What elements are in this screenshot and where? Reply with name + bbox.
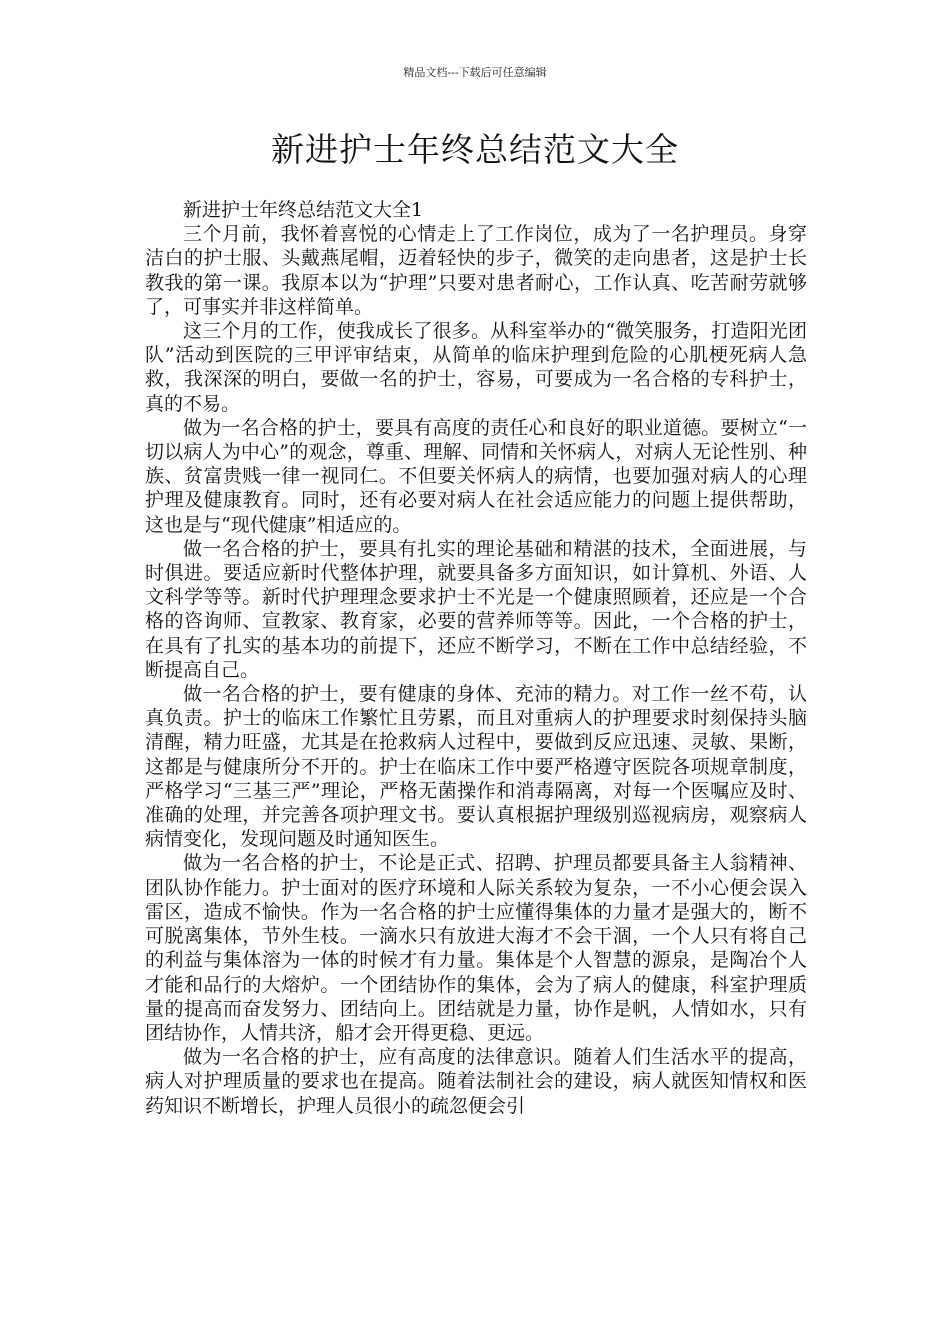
paragraph: 做一名合格的护士，要具有扎实的理论基础和精湛的技术，全面进展，与时俱进。要适应新时代整体护理，就要具备多方面知识，如计算机、外语、人文科学等等。新时代护理理念要求护士不光是一个健康照顾着，还应是一个合格的咨询师、宣教家、教育家，必要的营养师等等。因此，一个合格的护士，在具有了扎实的基本功的前提下，还应不断学习，不断在工作中总结经验，不断提高自己。 xyxy=(145,537,807,681)
paragraph: 做为一名合格的护士，不论是正式、招聘、护理员都要具备主人翁精神、团队协作能力。护士面对的医疗环境和人际关系较为复杂，一不小心便会误入雷区，造成不愉快。作为一名合格的护士应懂得集体的力量才是强大的，断不可脱离集体，节外生枝。一滴水只有放进大海才不会干涸，一个人只有将自己的利益与集体溶为一体的时候才有力量。集体是个人智慧的源泉，是陶冶个人才能和品行的大熔炉。一个团结协作的集体，会为了病人的健康，科室护理质量的提高而奋发努力、团结向上。团结就是力量，协作是帆，人情如水，只有团结协作，人情共济，船才会开得更稳、更远。 xyxy=(145,852,807,1044)
section-heading: 新进护士年终总结范文大全1 xyxy=(183,199,424,221)
paragraph: 做一名合格的护士，要有健康的身体、充沛的精力。对工作一丝不苟，认真负责。护士的临床工作繁忙且劳累，而且对重病人的护理要求时刻保持头脑清醒，精力旺盛，尤其是在抢救病人过程中，要做到反应迅速、灵敏、果断，这都是与健康所分不开的。护士在临床工作中要严格遵守医院各项规章制度，严格学习“三基三严”理论，严格无菌操作和消毒隔离，对每一个医嘱应及时、准确的处理，并完善各项护理文书。要认真根据护理级别巡视病房，观察病人病情变化，发现问题及时通知医生。 xyxy=(145,683,807,851)
paragraph: 做为一名合格的护士，要具有高度的责任心和良好的职业道德。要树立“一切以病人为中心”的观念，尊重、理解、同情和关怀病人，对病人无论性别、种族、贫富贵贱一律一视同仁。不但要关怀病人的病情，也要加强对病人的心理护理及健康教育。同时，还有必要对病人在社会适应能力的问题上提供帮助，这也是与“现代健康”相适应的。 xyxy=(145,416,807,536)
paragraph: 做为一名合格的护士，应有高度的法律意识。随着人们生活水平的提高，病人对护理质量的要求也在提高。随着法制社会的建设，病人就医知情权和医药知识不断增长，护理人员很小的疏忽便会引 xyxy=(145,1046,807,1117)
page-header: 精品文档---下载后可任意编辑 xyxy=(403,66,547,79)
paragraph: 这三个月的工作，使我成长了很多。从科室举办的“微笑服务，打造阳光团队”活动到医院的三甲评审结束，从简单的临床护理到危险的心肌梗死病人急救，我深深的明白，要做一名的护士，容易，可要成为一名合格的专科护士，真的不易。 xyxy=(145,320,807,415)
paragraph: 三个月前，我怀着喜悦的心情走上了工作岗位，成为了一名护理员。身穿洁白的护士服、头戴燕尾帽，迈着轻快的步子，微笑的走向患者，这是护士长教我的第一课。我原本以为“护理”只要对患者耐心，工作认真、吃苦耐劳就够了，可事实并非这样简单。 xyxy=(145,223,807,318)
document-body xyxy=(145,198,807,1118)
document-title: 新进护士年终总结范文大全 xyxy=(271,130,679,169)
